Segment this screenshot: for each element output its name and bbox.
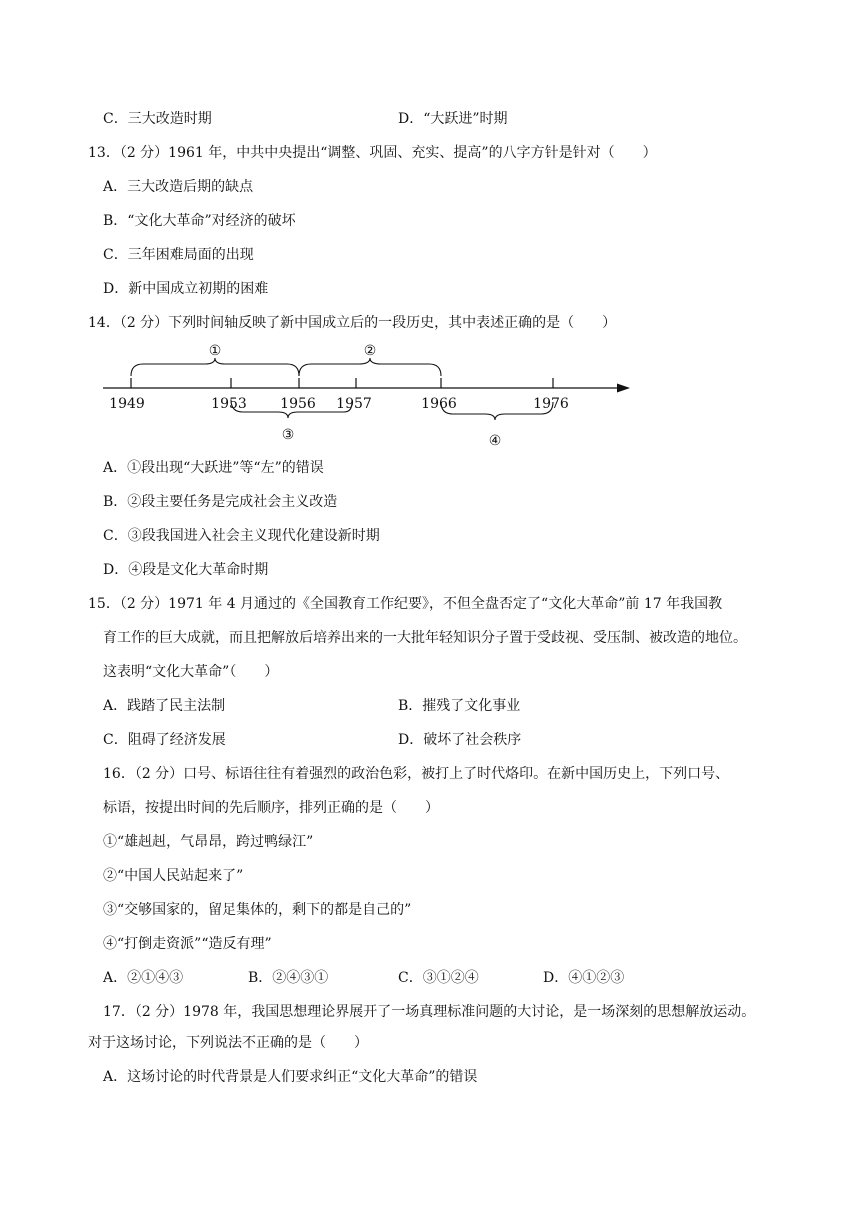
year-1957: 1957 xyxy=(336,396,372,412)
q15-option-d: D．破坏了社会秩序 xyxy=(398,732,522,748)
q15-stem-line2: 育工作的巨大成就，而且把解放后培养出来的一大批年轻知识分子置于受歧视、受压制、被改造的地位。 xyxy=(103,630,747,646)
q14-option-a: A．①段出现“大跃进”等“左”的错误 xyxy=(103,460,324,476)
bracket-label-1: ① xyxy=(208,343,222,359)
q17-option-a: A．这场讨论的时代背景是人们要求纠正“文化大革命”的错误 xyxy=(103,1069,478,1085)
q15-option-c: C．阻碍了经济发展 xyxy=(103,732,226,748)
q15-stem-line1: 15．（2 分）1971 年 4 月通过的《全国教育工作纪要》，不但全盘否定了“文化大革命”前 17 年我国教 xyxy=(88,596,723,612)
q14-stem: 14．（2 分）下列时间轴反映了新中国成立后的一段历史，其中表述正确的是（ ） xyxy=(88,315,617,331)
q13-option-a: A．三大改造后期的缺点 xyxy=(103,179,254,195)
q14-option-c: C．③段我国进入社会主义现代化建设新时期 xyxy=(103,528,380,544)
q13-option-c: C．三年困难局面的出现 xyxy=(103,247,254,263)
timeline-arrow xyxy=(617,384,630,393)
bracket-2 xyxy=(299,358,441,376)
year-1953: 1953 xyxy=(211,396,247,412)
year-1949: 1949 xyxy=(109,396,145,412)
q14-option-d: D．④段是文化大革命时期 xyxy=(103,562,269,578)
q15-stem-line3: 这表明“文化大革命”（ ） xyxy=(103,664,279,680)
bracket-1 xyxy=(131,358,299,376)
bracket-label-2: ② xyxy=(363,343,377,359)
q12-option-d: D．“大跃进”时期 xyxy=(398,111,508,127)
q16-option-a: A．②①④③ xyxy=(103,970,184,986)
q16-option-d: D．④①②③ xyxy=(543,970,625,986)
q13-option-b: B．“文化大革命”对经济的破坏 xyxy=(103,213,296,229)
timeline-diagram xyxy=(95,338,640,460)
q16-option-c: C．③①②④ xyxy=(398,970,479,986)
q17-stem-line2: 对于这场讨论，下列说法不正确的是（ ） xyxy=(88,1035,368,1051)
q13-stem: 13．（2 分）1961 年，中共中央提出“调整、巩固、充实、提高”的八字方针是针对（ ） xyxy=(88,145,657,161)
q16-item-4: ④“打倒走资派”“造反有理” xyxy=(103,936,272,952)
q16-item-1: ①“雄赳赳，气昂昂，跨过鸭绿江” xyxy=(103,834,314,850)
bracket-label-3: ③ xyxy=(281,427,295,443)
q13-option-d: D．新中国成立初期的困难 xyxy=(103,281,269,297)
bracket-label-4: ④ xyxy=(488,433,502,449)
q15-option-a: A．践踏了民主法制 xyxy=(103,698,226,714)
q15-option-b: B．摧残了文化事业 xyxy=(398,698,521,714)
q17-stem-line1: 17．（2 分）1978 年，我国思想理论界展开了一场真理标准问题的大讨论，是一场深刻的思想解放运动。 xyxy=(103,1004,756,1020)
q16-item-3: ③“交够国家的，留足集体的，剩下的都是自己的” xyxy=(103,902,412,918)
q14-option-b: B．②段主要任务是完成社会主义改造 xyxy=(103,494,338,510)
q16-item-2: ②“中国人民站起来了” xyxy=(103,868,244,884)
year-1966: 1966 xyxy=(421,396,457,412)
q16-stem-line1: 16．（2 分）口号、标语往往有着强烈的政治色彩，被打上了时代烙印。在新中国历史上，下列口号、 xyxy=(103,766,730,782)
year-1976: 1976 xyxy=(533,396,569,412)
q12-option-c: C．三大改造时期 xyxy=(103,111,212,127)
q16-option-b: B．②④③① xyxy=(248,970,329,986)
year-1956: 1956 xyxy=(280,396,316,412)
q16-stem-line2: 标语，按提出时间的先后顺序，排列正确的是（ ） xyxy=(103,800,439,816)
